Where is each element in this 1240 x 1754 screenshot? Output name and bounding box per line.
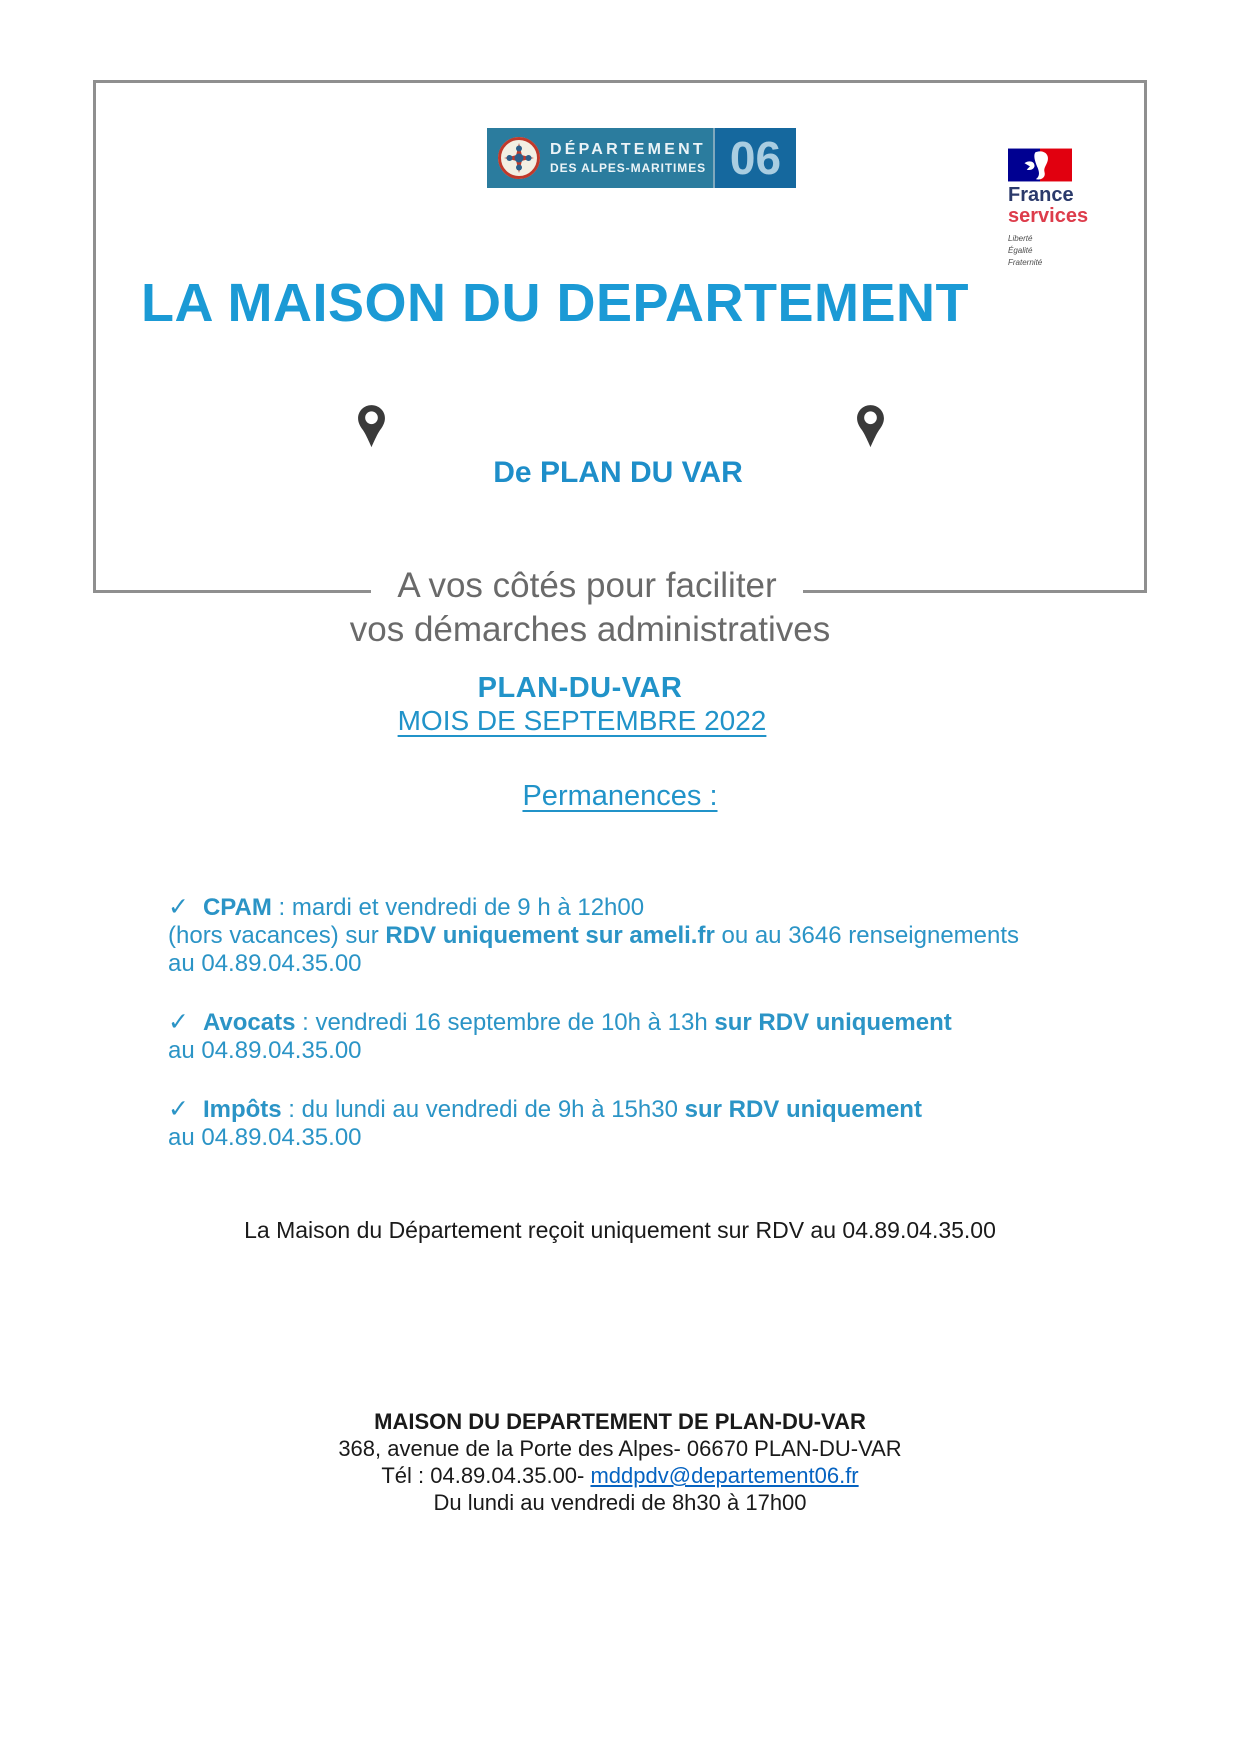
footer-address: 368, avenue de la Porte des Alpes- 06670 PLAN-DU-VAR bbox=[338, 1436, 902, 1461]
check-icon: ✓ bbox=[168, 1008, 189, 1036]
footer-email-link[interactable]: mddpdv@departement06.fr bbox=[590, 1463, 859, 1488]
motto-liberte: Liberté bbox=[1008, 234, 1033, 243]
permanences-heading: Permanences : bbox=[522, 780, 718, 812]
month-heading: MOIS DE SEPTEMBRE 2022 bbox=[397, 705, 767, 736]
departement06-logo-main bbox=[487, 128, 713, 188]
departement06-logo-number: 06 bbox=[713, 128, 796, 188]
rdv-notice: La Maison du Département reçoit uniquement sur RDV au 04.89.04.35.00 bbox=[244, 1217, 996, 1243]
departement06-logo-line1: DÉPARTEMENT bbox=[550, 141, 706, 158]
footer-phone: Tél : 04.89.04.35.00- bbox=[381, 1463, 591, 1488]
permanence-item: ✓ Impôts : du lundi au vendredi de 9h à 15h30 sur RDV uniquement au 04.89.04.35.00 bbox=[168, 1095, 922, 1151]
departement06-crest-icon bbox=[497, 136, 541, 180]
france-services-label-france: France bbox=[1008, 184, 1074, 206]
france-services-motto bbox=[1008, 233, 1098, 269]
footer-phone-line bbox=[0, 1462, 1240, 1489]
tagline-line2: vos démarches administratives bbox=[0, 610, 1180, 650]
check-icon: ✓ bbox=[168, 893, 189, 921]
permanences-list bbox=[168, 893, 1098, 1182]
check-icon: ✓ bbox=[168, 1095, 189, 1123]
motto-egalite: Égalité bbox=[1008, 246, 1033, 255]
footer-title: MAISON DU DEPARTEMENT DE PLAN-DU-VAR bbox=[374, 1409, 866, 1434]
departement06-logo-line2: DES ALPES-MARITIMES bbox=[550, 161, 706, 175]
motto-fraternite: Fraternité bbox=[1008, 258, 1043, 267]
france-services-label-services: services bbox=[1008, 205, 1089, 227]
location-pin-icon bbox=[356, 403, 387, 449]
place-name: PLAN-DU-VAR bbox=[477, 672, 683, 704]
france-services-flag-icon bbox=[1008, 148, 1072, 182]
page-title: LA MAISON DU DEPARTEMENT bbox=[141, 273, 969, 333]
tagline-line1: A vos côtés pour faciliter bbox=[0, 566, 1174, 606]
location-pin-icon bbox=[855, 403, 886, 449]
page-subtitle: De PLAN DU VAR bbox=[493, 456, 743, 489]
footer-hours: Du lundi au vendredi de 8h30 à 17h00 bbox=[433, 1490, 807, 1515]
footer bbox=[0, 1408, 1240, 1516]
permanence-item: ✓ CPAM : mardi et vendredi de 9 h à 12h00 (hors vacances) sur RDV uniquement sur ameli.fr ou au 3646 renseignements au 04.89.04.35.00 bbox=[168, 893, 1020, 977]
france-services-logo bbox=[1008, 148, 1098, 269]
departement06-logo bbox=[487, 128, 796, 188]
permanence-item: ✓ Avocats : vendredi 16 septembre de 10h à 13h sur RDV uniquement au 04.89.04.35.00 bbox=[168, 1008, 952, 1064]
